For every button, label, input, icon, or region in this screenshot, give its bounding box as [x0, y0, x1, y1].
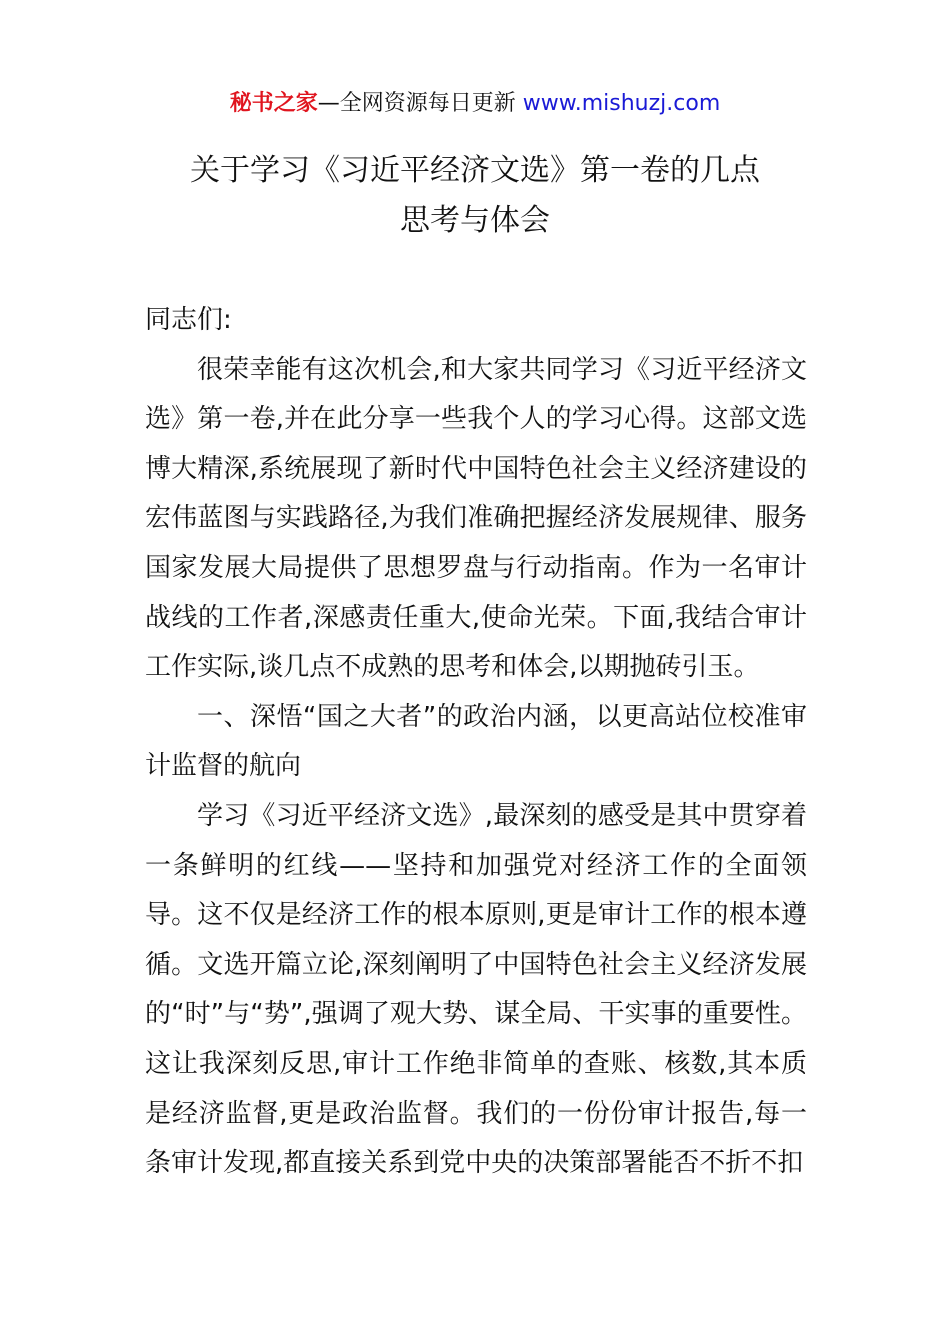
site-url-link[interactable]: www.mishuzj.com [522, 91, 721, 116]
title-line-2: 思考与体会 [400, 203, 550, 238]
site-header [0, 88, 950, 120]
paragraph: 学习《习近平经济文选》,最深刻的感受是其中贯穿着一条鲜明的红线——坚持和加强党对经济工作的全面领导。这不仅是经济工作的根本原则,更是审计工作的根本遵循。文选开篇立论,深刻阐明了中国特色社会主义经济发展的“时”与“势”,强调了观大势、谋全局、干实事的重要性。这让我深刻反思,审计工作绝非简单的查账、核数,其本质是经济监督,更是政治监督。我们的一份份审计报告,每一条审计发现,都直接关系到党中央的决策部署能否不折不扣 [145, 800, 807, 1179]
brand-name: 秘书之家 [229, 91, 318, 116]
title-line-1: 关于学习《习近平经济文选》第一卷的几点 [190, 153, 760, 188]
document-title [0, 146, 950, 246]
header-tagline: —全网资源每日更新 [317, 91, 516, 116]
document-body [145, 296, 807, 1189]
section-heading: 一、深悟“国之大者”的政治内涵，以更高站位校准审计监督的航向 [145, 701, 807, 782]
salutation: 同志们: [145, 305, 232, 335]
paragraph: 很荣幸能有这次机会,和大家共同学习《习近平经济文选》第一卷,并在此分享一些我个人的学习心得。这部文选博大精深,系统展现了新时代中国特色社会主义经济建设的宏伟蓝图与实践路径,为我们准确把握经济发展规律、服务国家发展大局提供了思想罗盘与行动指南。作为一名审计战线的工作者,深感责任重大,使命光荣。下面,我结合审计工作实际,谈几点不成熟的思考和体会,以期抛砖引玉。 [145, 354, 807, 683]
